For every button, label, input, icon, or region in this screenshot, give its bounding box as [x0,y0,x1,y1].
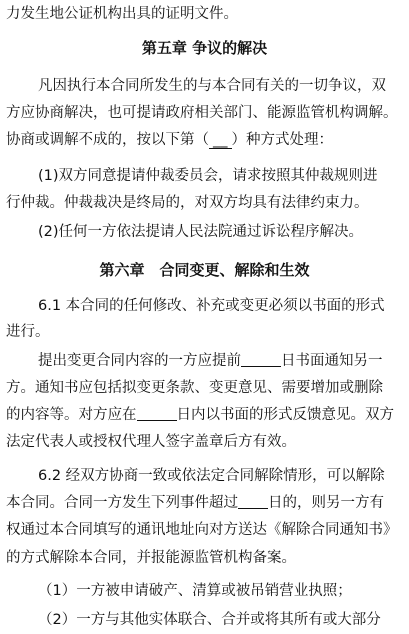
chapter-5-heading: 第五章 争议的解决 [141,39,268,57]
text-line: （1）一方被申请破产、清算或被吊销营业执照； [38,583,352,599]
text-line: 法定代表人或授权代理人签字盖章后方有效。 [6,434,296,450]
text-line [0,351,409,371]
text-fragment: 的内容等。对方应在 [6,407,137,423]
text-line: 进行。 [6,324,50,340]
text-line: 的方式解除本合同，并报能源监管机构备案。 [6,550,296,566]
text-line: 方应协商解决，也可提请政府相关部门、能源监管机构调解。 [6,105,398,121]
text-line: 权通过本合同填写的通讯地址向对方送达《解除合同通知书》 [6,522,398,538]
text-line: (1)双方同意提请仲裁委员会，请求按照其仲裁规则进 [38,168,378,184]
chapter-6-heading: 第六章 合同变更、解除和生效 [99,261,310,279]
text-fragment: ）种方式处理： [231,132,333,148]
text-line: 行仲裁。仲裁裁决是终局的，对双方均具有法律约束力。 [6,195,369,211]
text-fragment: 提出变更合同内容的一方应提前 [38,353,241,369]
text-line [0,130,409,150]
text-fragment: 日书面通知另一 [281,353,383,369]
fill-blank [137,406,177,421]
text-fragment: 日内以书面的形式反馈意见。双方 [176,407,394,423]
text-line: 力发生地公证机构出具的证明文件。 [6,6,238,22]
text-fragment: 本合同。合同一方发生下列事件超过 [6,495,238,511]
text-line: 6.2 经双方协商一致或依法定合同解除情形，可以解除 [38,468,385,484]
text-line: (2)任何一方依法提请人民法院通过诉讼程序解决。 [38,224,364,240]
text-line: 6.1 本合同的任何修改、补充或变更必须以书面的形式 [38,298,385,314]
text-line: 方。通知书应包括拟变更条款、变更意见、需要增加或删除 [6,380,383,396]
text-line: （2）一方与其他实体联合、合并或将其所有或大部分 [38,612,381,628]
text-line [0,493,409,513]
text-line [0,405,409,425]
fill-blank [238,494,268,509]
fill-blank: __ [209,132,232,149]
text-fragment: 日的，则另一方有 [268,495,384,511]
fill-blank [241,352,281,367]
text-line: 凡因执行本合同所发生的与本合同有关的一切争议，双 [38,78,386,94]
text-fragment: 协商或调解不成的，按以下第（ [6,132,209,148]
